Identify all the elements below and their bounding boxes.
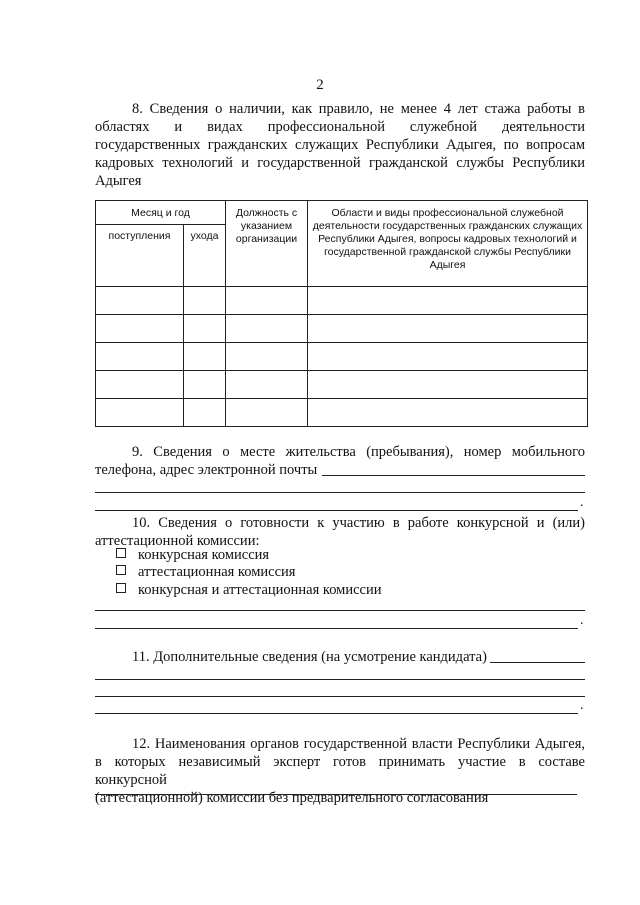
table-cell[interactable] — [308, 287, 588, 315]
table-cell[interactable] — [308, 343, 588, 371]
table-cell[interactable] — [308, 371, 588, 399]
page-number: 2 — [316, 77, 324, 93]
section-10-line-2: аттестационной комиссии: — [95, 533, 260, 549]
table-row — [96, 287, 588, 315]
section-11-line-1: 11. Дополнительные сведения (на усмотрение кандидата) — [132, 649, 487, 665]
contact-input-line-3[interactable] — [95, 510, 578, 511]
option-competition[interactable] — [116, 546, 269, 564]
table-cell[interactable] — [96, 315, 184, 343]
option-label: конкурсная и аттестационная комиссии — [138, 582, 382, 598]
section-8-line-2: областях и видах профессиональной служебной деятельности — [95, 119, 585, 135]
option-both[interactable] — [116, 581, 382, 599]
additional-input-line-3[interactable] — [95, 696, 585, 697]
table-row — [96, 343, 588, 371]
table-cell[interactable] — [184, 315, 226, 343]
header-position: Должность с указанием организации — [226, 201, 308, 287]
section-10-line-1: 10. Сведения о готовности к участию в работе конкурсной и (или) — [132, 515, 585, 531]
table-cell[interactable] — [308, 399, 588, 427]
end-mark: . — [580, 698, 584, 713]
checkbox-icon[interactable] — [116, 583, 126, 593]
end-mark: . — [580, 495, 584, 510]
option-label: аттестационная комиссия — [138, 564, 296, 580]
section-9-line-2: телефона, адрес электронной почты — [95, 462, 318, 478]
header-areas: Области и виды профессиональной служебной деятельности государственных гражданских служащих Республики Адыгея, вопросы кадровых технологий и государственной гражданской службы Республики Адыгея — [308, 201, 588, 287]
table-cell[interactable] — [226, 287, 308, 315]
header-start: поступления — [96, 225, 184, 287]
header-end: ухода — [184, 225, 226, 287]
contact-input-line[interactable] — [322, 475, 585, 476]
section-9 — [95, 443, 585, 479]
table-cell[interactable] — [184, 287, 226, 315]
section-8-line-5: Адыгея — [95, 173, 142, 189]
table-row — [96, 399, 588, 427]
table-cell[interactable] — [184, 399, 226, 427]
table-row — [96, 315, 588, 343]
experience-table — [95, 200, 588, 427]
section-12 — [95, 735, 585, 807]
header-month-year: Месяц и год — [96, 201, 226, 225]
contact-input-line-2[interactable] — [95, 492, 585, 493]
table-cell[interactable] — [184, 371, 226, 399]
commission-input-line[interactable] — [95, 610, 585, 611]
table-cell[interactable] — [96, 371, 184, 399]
table-cell[interactable] — [308, 315, 588, 343]
section-9-line-1: 9. Сведения о месте жительства (пребывания), номер мобильного — [132, 444, 585, 460]
section-8-line-1: 8. Сведения о наличии, как правило, не менее 4 лет стажа работы в — [132, 101, 585, 117]
table-cell[interactable] — [226, 371, 308, 399]
table-row — [96, 371, 588, 399]
end-mark: . — [580, 613, 584, 628]
table-cell[interactable] — [226, 315, 308, 343]
additional-input-line-4[interactable] — [95, 713, 578, 714]
additional-input-line-2[interactable] — [95, 679, 585, 680]
section-8-line-3: государственных гражданских служащих Республики Адыгея, по вопросам — [95, 137, 585, 153]
option-attestation[interactable] — [116, 563, 295, 581]
table-cell[interactable] — [184, 343, 226, 371]
checkbox-icon[interactable] — [116, 565, 126, 575]
section-8-line-4: кадровых технологий и государственной гражданской службы Республики — [95, 155, 585, 171]
checkbox-icon[interactable] — [116, 548, 126, 558]
section-12-line-1: 12. Наименования органов государственной власти Республики Адыгея, — [132, 736, 585, 752]
section-10 — [95, 514, 585, 550]
authorities-input-line[interactable] — [95, 794, 577, 795]
section-8 — [95, 100, 585, 190]
table-cell[interactable] — [226, 399, 308, 427]
section-12-line-3: (аттестационной) комиссии без предварительного согласования — [95, 790, 489, 806]
section-12-line-2: в которых независимый эксперт готов принимать участие в составе конкурсной — [95, 754, 585, 788]
table-cell[interactable] — [96, 287, 184, 315]
commission-input-line-2[interactable] — [95, 628, 578, 629]
option-label: конкурсная комиссия — [138, 547, 270, 563]
section-11 — [95, 648, 585, 666]
additional-input-line[interactable] — [490, 662, 585, 663]
table-cell[interactable] — [226, 343, 308, 371]
table-cell[interactable] — [96, 343, 184, 371]
table-cell[interactable] — [96, 399, 184, 427]
